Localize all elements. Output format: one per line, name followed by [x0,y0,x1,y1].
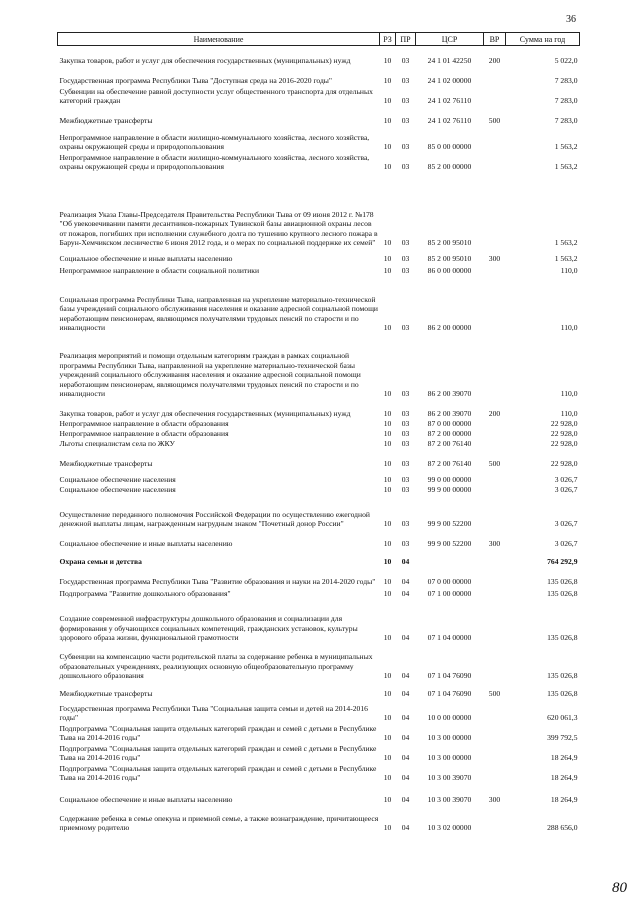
cell-vr [484,172,506,248]
cell-rz: 10 [383,795,392,805]
cell-pr: 03 [401,459,410,469]
cell-vr [484,276,506,333]
cell-csr: 07 1 04 76090 [427,671,472,681]
cell-sum: 110,0 [560,323,578,333]
cell-pr: 04 [401,733,410,743]
cell-csr: 10 3 00 39070 [427,795,472,805]
cell-name: Непрограммное направление в области образования [59,419,229,429]
table-row [58,172,580,248]
cell-csr: 85 2 00 00000 [427,162,472,172]
cell-pr: 04 [401,589,410,599]
table-row [58,681,580,699]
table-row [58,549,580,567]
table-row [58,106,580,126]
cell-sum: 135 026,8 [547,589,578,599]
cell-pr: 04 [401,689,410,699]
cell-vr [484,86,506,106]
table-row [58,46,580,66]
cell-sum: 18 264,9 [550,753,578,763]
cell-name: Реализация Указа Главы-Председателя Правительства Республики Тыва от 09 июня 2012 г. №178 "Об увековечивании памяти десантников-пожарных Тувинской базы авиационной охраны лесов от пожаров, погибших при исполнении служебного долга по тушению крупного лесного пожара в Барун-Хемчикском лесничестве 6 июня 2012 года, и о мерах по социальной поддержке их семей" [59,209,378,248]
cell-rz: 10 [383,671,392,681]
cell-rz: 10 [383,589,392,599]
cell-csr: 24 1 02 76110 [427,116,472,126]
cell-rz: 10 [383,519,392,529]
cell-csr: 87 0 00 00000 [427,419,472,429]
cell-vr: 500 [488,116,501,126]
cell-name: Охрана семьи и детства [59,557,142,567]
cell-sum: 135 026,8 [547,577,578,587]
cell-name: Государственная программа Республики Тыва "Развитие образования и науки на 2014-2020 годы" [59,577,376,587]
cell-vr [484,333,506,399]
cell-pr: 03 [401,419,410,429]
cell-name: Межбюджетные трансферты [59,459,153,469]
cell-rz: 10 [383,162,392,172]
header-pr: ПР [396,33,416,46]
cell-vr [484,805,506,833]
cell-sum: 1 563,2 [554,254,578,264]
cell-rz: 10 [383,254,392,264]
cell-pr: 03 [401,116,410,126]
cell-sum: 7 283,0 [554,76,578,86]
table-row [58,485,580,495]
cell-rz: 10 [383,475,392,485]
cell-vr: 500 [488,459,501,469]
cell-pr: 03 [401,409,410,419]
cell-vr [484,763,506,783]
cell-name: Непрограммное направление в области социальной политики [59,266,260,276]
cell-rz: 10 [383,116,392,126]
cell-csr: 10 0 00 00000 [427,713,472,723]
cell-name: Социальное обеспечение и иные выплаты населению [59,539,233,549]
cell-pr: 03 [401,238,410,248]
cell-csr: 07 0 00 00000 [427,577,472,587]
cell-vr [484,495,506,529]
cell-csr: 87 2 00 76140 [427,459,472,469]
cell-name: Социальное обеспечение и иные выплаты населению [59,795,233,805]
table-row [58,248,580,264]
cell-csr: 10 3 02 00000 [427,823,472,833]
cell-pr: 04 [401,557,410,567]
cell-vr [484,126,506,152]
table-row [58,439,580,449]
cell-rz: 10 [383,96,392,106]
cell-sum: 18 264,9 [550,773,578,783]
table-row [58,276,580,333]
cell-name: Закупка товаров, работ и услуг для обеспечения государственных (муниципальных) нужд [59,56,351,66]
cell-sum: 7 283,0 [554,96,578,106]
cell-vr [484,599,506,643]
cell-vr [484,643,506,681]
cell-vr [484,743,506,763]
cell-vr: 300 [488,795,501,805]
cell-pr: 03 [401,56,410,66]
cell-vr [484,429,506,439]
cell-sum: 288 656,0 [547,823,578,833]
cell-sum: 18 264,9 [550,795,578,805]
cell-csr: 86 2 00 39070 [427,389,472,399]
table-row [58,264,580,276]
cell-vr [484,469,506,485]
cell-pr: 03 [401,429,410,439]
table-row [58,599,580,643]
cell-csr: 85 0 00 00000 [427,142,472,152]
table-row [58,783,580,805]
cell-sum: 1 563,2 [554,142,578,152]
cell-rz: 10 [383,323,392,333]
cell-name: Подпрограмма "Социальная защита отдельных категорий граждан и семей с детьми в Республике Тыва на 2014-2016 годы" [59,743,377,763]
cell-name: Межбюджетные трансферты [59,116,153,126]
cell-pr: 03 [401,519,410,529]
cell-name: Осуществление переданного полномочия Российской Федерации по осуществлению ежегодной денежной выплаты лицам, награжденным нагрудным знаком "Почетный донор России" [59,509,370,529]
cell-sum: 3 026,7 [554,485,578,495]
table-row [58,529,580,549]
cell-rz: 10 [383,773,392,783]
table-row [58,495,580,529]
cell-vr [484,66,506,86]
cell-sum: 110,0 [560,409,578,419]
cell-csr: 10 3 00 39070 [427,773,472,783]
cell-pr: 03 [401,142,410,152]
cell-rz: 10 [383,633,392,643]
cell-rz: 10 [383,713,392,723]
table-row [58,429,580,439]
cell-sum: 22 928,0 [550,459,578,469]
cell-pr: 04 [401,671,410,681]
cell-csr: 86 0 00 00000 [427,266,472,276]
cell-rz: 10 [383,266,392,276]
cell-rz: 10 [383,409,392,419]
cell-pr: 03 [401,96,410,106]
cell-rz: 10 [383,459,392,469]
cell-sum: 620 061,3 [547,713,578,723]
table-row [58,86,580,106]
cell-rz: 10 [383,577,392,587]
cell-name: Государственная программа Республики Тыва "Доступная среда на 2016-2020 годы" [59,76,333,86]
table-row [58,399,580,419]
cell-sum: 3 026,7 [554,539,578,549]
table-header [58,33,580,46]
header-vr: ВР [484,33,506,46]
table-row [58,333,580,399]
header-sum: Сумма на год [506,33,580,46]
cell-rz: 10 [383,389,392,399]
cell-vr [484,587,506,599]
cell-csr: 86 2 00 39070 [427,409,472,419]
cell-name: Непрограммное направление в области жилищно-коммунального хозяйства, лесного хозяйства, охраны окружающей среды и природопользования [59,132,370,152]
cell-name: Подпрограмма "Социальная защита отдельных категорий граждан и семей с детьми в Республике Тыва на 2014-2016 годы" [59,723,377,743]
table-row [58,643,580,681]
cell-sum: 3 026,7 [554,519,578,529]
cell-rz: 10 [383,733,392,743]
cell-name: Подпрограмма "Развитие дошкольного образования" [59,589,231,599]
cell-csr: 07 1 04 76090 [427,689,472,699]
cell-name: Социальное обеспечение населения [59,485,176,495]
cell-sum: 1 563,2 [554,238,578,248]
page-number: 36 [566,14,576,25]
table-row [58,805,580,833]
cell-sum: 135 026,8 [547,671,578,681]
cell-name: Социальное обеспечение и иные выплаты населению [59,254,233,264]
cell-rz: 10 [383,539,392,549]
table-row [58,66,580,86]
cell-sum: 1 563,2 [554,162,578,172]
cell-pr: 03 [401,76,410,86]
cell-sum: 110,0 [560,389,578,399]
cell-vr [484,439,506,449]
cell-sum: 5 022,0 [554,56,578,66]
cell-rz: 10 [383,485,392,495]
cell-sum: 3 026,7 [554,475,578,485]
cell-vr [484,567,506,587]
header-name: Наименование [58,33,380,46]
cell-rz: 10 [383,142,392,152]
cell-vr [484,152,506,172]
cell-csr: 87 2 00 00000 [427,429,472,439]
cell-rz: 10 [383,753,392,763]
cell-name: Создание современной инфраструктуры дошкольного образования и социализации для формирования у обучающихся социальных компетенций, гражданских установок, культуры здорового образа жизни, функциональной грамотности [59,614,358,643]
cell-csr: 24 1 02 76110 [427,96,472,106]
cell-name: Субвенции на обеспечение равной доступности услуг общественного транспорта для отдельных категорий граждан [59,86,373,106]
table-body [58,46,580,833]
table-row [58,469,580,485]
cell-name: Субвенции на компенсацию части родительской платы за содержание ребенка в муниципальных образовательных учреждениях, реализующих основную общеобразовательную программу дошкольного образования [59,652,373,681]
table-row [58,449,580,469]
cell-pr: 03 [401,539,410,549]
table-row [58,587,580,599]
cell-name: Межбюджетные трансферты [59,689,153,699]
cell-csr: 07 1 04 00000 [427,633,472,643]
cell-sum: 135 026,8 [547,633,578,643]
cell-pr: 03 [401,162,410,172]
cell-csr: 87 2 00 76140 [427,439,472,449]
table-row [58,126,580,152]
cell-rz: 10 [383,823,392,833]
cell-rz: 10 [383,56,392,66]
cell-csr: 24 1 02 00000 [427,76,472,86]
cell-name: Социальная программа Республики Тыва, направленная на укрепление материально-технической базы учреждений социального обслуживания населения и оказание адресной социальной помощи неработающим пенсионерам, являющимся получателями трудовых пенсий по старости и по инвалидности [59,294,378,333]
cell-rz: 10 [383,557,392,567]
cell-rz: 10 [383,419,392,429]
cell-vr: 200 [488,409,501,419]
cell-pr: 03 [401,323,410,333]
cell-csr: 85 2 00 95010 [427,254,472,264]
cell-name: Реализация мероприятий и помощи отдельным категориям граждан в рамках социальной программы Республики Тыва, направленной на укрепление материально-технической базы учреждений социального обслуживания населения и оказание адресной социальной помощи неработающим пенсионерам, являющимся получателями трудовых пенсий по старости и по инвалидности [59,351,361,399]
cell-name: Непрограммное направление в области образования [59,429,229,439]
cell-sum: 399 792,5 [547,733,578,743]
cell-vr [484,419,506,429]
cell-vr [484,549,506,567]
table-row [58,699,580,723]
table-row [58,743,580,763]
cell-csr: 99 9 00 52200 [427,539,472,549]
table-row [58,723,580,743]
cell-csr: 10 3 00 00000 [427,733,472,743]
table-row [58,152,580,172]
cell-vr: 300 [488,254,501,264]
cell-sum: 22 928,0 [550,429,578,439]
cell-rz: 10 [383,439,392,449]
cell-sum: 135 026,8 [547,689,578,699]
cell-csr: 99 9 00 52200 [427,519,472,529]
cell-name: Закупка товаров, работ и услуг для обеспечения государственных (муниципальных) нужд [59,409,351,419]
cell-sum: 110,0 [560,266,578,276]
cell-sum: 22 928,0 [550,439,578,449]
cell-name: Льготы специалистам села по ЖКУ [59,439,175,449]
header-rz: РЗ [380,33,396,46]
cell-vr [484,723,506,743]
cell-sum: 7 283,0 [554,116,578,126]
table-row [58,763,580,783]
cell-pr: 04 [401,633,410,643]
cell-name: Содержание ребенка в семье опекуна и приемной семье, а также вознаграждение, причитающееся приемному родителю [59,813,379,833]
cell-name: Непрограммное направление в области жилищно-коммунального хозяйства, лесного хозяйства, охраны окружающей среды и природопользования [59,152,370,172]
budget-table [57,32,580,833]
cell-csr: 07 1 00 00000 [427,589,472,599]
cell-csr: 85 2 00 95010 [427,238,472,248]
cell-vr: 200 [488,56,501,66]
cell-csr: 24 1 01 42250 [427,56,472,66]
cell-pr: 04 [401,795,410,805]
cell-vr [484,699,506,723]
cell-csr: 86 2 00 00000 [427,323,472,333]
cell-sum: 22 928,0 [550,419,578,429]
cell-sum: 764 292,9 [547,557,578,567]
cell-vr: 500 [488,689,501,699]
cell-rz: 10 [383,429,392,439]
cell-csr: 99 0 00 00000 [427,475,472,485]
cell-pr: 04 [401,823,410,833]
cell-vr: 300 [488,539,501,549]
cell-rz: 10 [383,689,392,699]
cell-csr: 10 3 00 00000 [427,753,472,763]
cell-pr: 03 [401,475,410,485]
table-row [58,419,580,429]
cell-pr: 04 [401,577,410,587]
header-csr: ЦСР [416,33,484,46]
cell-csr [416,549,484,567]
cell-rz: 10 [383,76,392,86]
cell-pr: 04 [401,753,410,763]
cell-pr: 03 [401,254,410,264]
cell-pr: 03 [401,439,410,449]
handwritten-page-mark: 80 [612,880,627,896]
cell-pr: 03 [401,485,410,495]
cell-vr [484,264,506,276]
cell-pr: 04 [401,713,410,723]
table-row [58,567,580,587]
cell-pr: 03 [401,389,410,399]
cell-csr: 99 9 00 00000 [427,485,472,495]
cell-pr: 03 [401,266,410,276]
cell-name: Государственная программа Республики Тыва "Социальная защита семьи и детей на 2014-2016 годы" [59,703,368,723]
cell-name: Социальное обеспечение населения [59,475,176,485]
cell-name: Подпрограмма "Социальная защита отдельных категорий граждан и семей с детьми в Республике Тыва на 2014-2016 годы" [59,763,377,783]
cell-pr: 04 [401,773,410,783]
cell-rz: 10 [383,238,392,248]
cell-vr [484,485,506,495]
